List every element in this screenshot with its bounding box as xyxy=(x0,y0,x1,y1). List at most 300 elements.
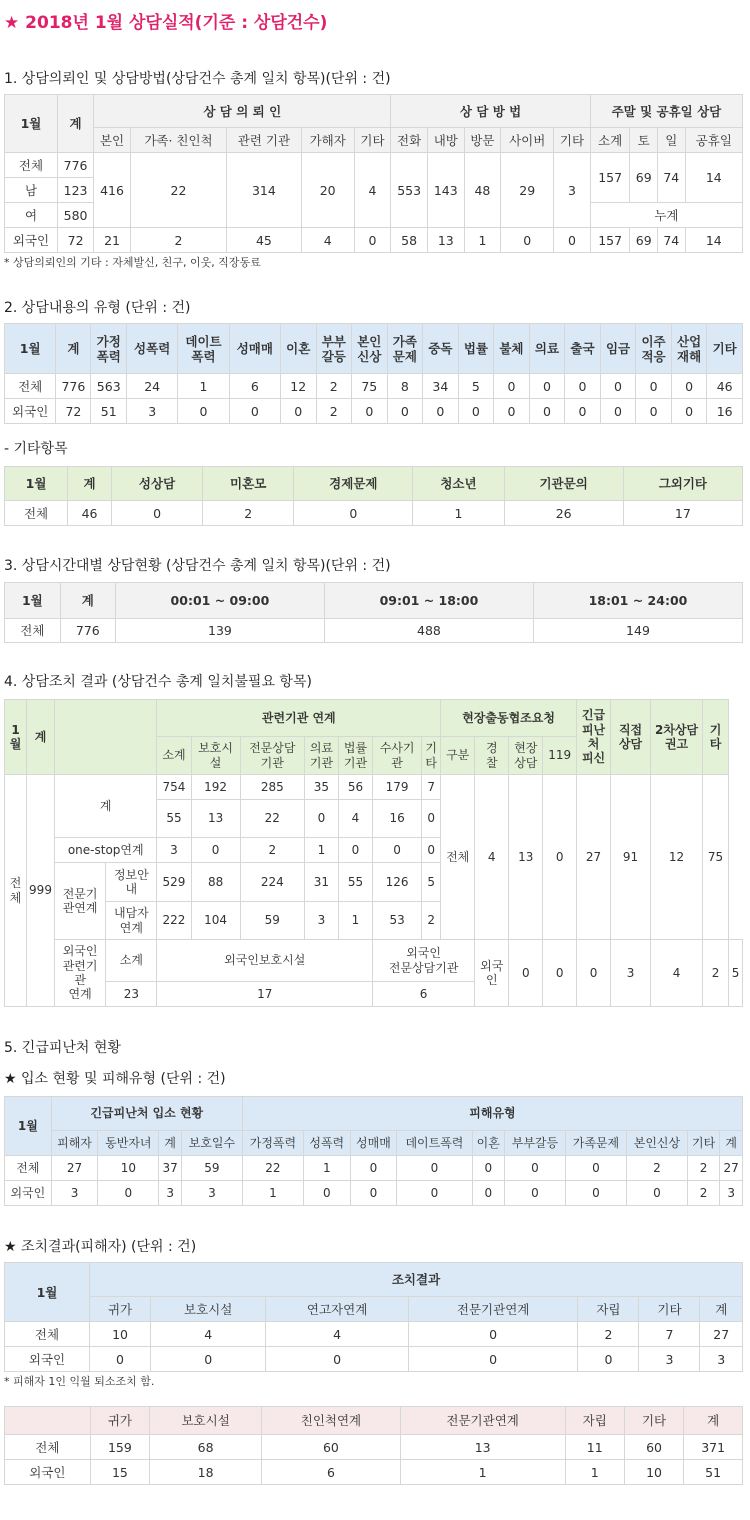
table-section5 xyxy=(4,1096,743,1206)
col-header: 가해자 xyxy=(301,128,354,153)
col-header: 보호시설 xyxy=(151,1297,266,1322)
col-header: 119 xyxy=(543,737,577,775)
cell: 2 xyxy=(687,1156,719,1181)
col-header: 일 xyxy=(658,128,686,153)
cell: 3 xyxy=(554,153,591,228)
hdr-site: 현장출동협조요청 xyxy=(441,700,577,737)
cell: 0 xyxy=(565,1181,626,1206)
col-header: 계 xyxy=(159,1131,182,1156)
col-header: 자립 xyxy=(578,1297,639,1322)
cell: 88 xyxy=(191,863,240,902)
col-header: 경 찰 xyxy=(475,737,509,775)
cell: 0 xyxy=(578,1347,639,1372)
hdr-method: 상 담 방 법 xyxy=(391,95,591,128)
hdr-month: 1월 xyxy=(5,95,58,153)
cell: 0 xyxy=(98,1181,159,1206)
cell: 222 xyxy=(157,902,191,940)
cell: 22 xyxy=(242,1156,303,1181)
cell: 314 xyxy=(227,153,302,228)
cell: 0 xyxy=(90,1347,151,1372)
col-header: 성폭력 xyxy=(303,1131,350,1156)
col-header: 이혼 xyxy=(280,324,316,374)
cell: 3 xyxy=(611,940,651,1007)
hdr-weekend: 주말 및 공휴일 상담 xyxy=(590,95,742,128)
cell: 21 xyxy=(94,228,131,253)
cell: 3 xyxy=(157,838,191,863)
cell: 18 xyxy=(150,1460,262,1485)
cell: 2 xyxy=(130,228,226,253)
col-header: 방문 xyxy=(464,128,501,153)
cell: 1 xyxy=(413,501,504,526)
table-section2 xyxy=(4,323,743,424)
hdr-blank xyxy=(55,700,157,775)
visit-label: 내담자 연계 xyxy=(106,902,157,940)
cell: 15 xyxy=(90,1460,149,1485)
subtotal-label: 소계 xyxy=(106,940,157,982)
cell: 2 xyxy=(240,838,304,863)
col-header: 출국 xyxy=(565,324,601,374)
cell: 0 xyxy=(266,1347,408,1372)
cell: 0 xyxy=(543,775,577,940)
hdr-direct: 직접 상담 xyxy=(611,700,651,775)
cell: 69 xyxy=(630,228,658,253)
cell: 371 xyxy=(684,1435,743,1460)
cell: 0 xyxy=(304,800,338,838)
col-header: 본인 xyxy=(94,128,131,153)
cell: 0 xyxy=(504,1181,565,1206)
col-header: 의료 기관 xyxy=(304,737,338,775)
cell: 224 xyxy=(240,863,304,902)
hdr-emergency: 긴급 피난 처 피신 xyxy=(577,700,611,775)
fo-shelter-label: 외국인보호시설 xyxy=(157,940,373,982)
col-header: 법률 기관 xyxy=(338,737,372,775)
cell: 75 xyxy=(703,775,729,940)
cell: 157 xyxy=(590,228,630,253)
cell: 0 xyxy=(472,1156,504,1181)
col-header: 1월 xyxy=(5,583,61,619)
cell: 24 xyxy=(127,374,178,399)
col-header: 임금 xyxy=(600,324,636,374)
col-header: 이혼 xyxy=(472,1131,504,1156)
cell: 외국인 xyxy=(5,1460,91,1485)
cell: 14 xyxy=(685,228,742,253)
cell: 68 xyxy=(150,1435,262,1460)
cell: 0 xyxy=(178,399,229,424)
cell: 45 xyxy=(227,228,302,253)
hdr-result: 조치결과 xyxy=(90,1263,743,1297)
col-header: 소계 xyxy=(157,737,191,775)
col-header: 전화 xyxy=(391,128,428,153)
cell: 2 xyxy=(422,902,441,940)
row-all: 전 체 xyxy=(5,775,27,1007)
hdr-second: 2차상담 권고 xyxy=(651,700,703,775)
col-header: 그외기타 xyxy=(623,467,742,501)
cell: 4 xyxy=(338,800,372,838)
onestop-label: one-stop연계 xyxy=(55,838,157,863)
cell: 23 xyxy=(106,982,157,1007)
cell: 3 xyxy=(181,1181,242,1206)
cell: 72 xyxy=(56,399,91,424)
cell: 전체 xyxy=(5,1156,52,1181)
cell: 1 xyxy=(242,1181,303,1206)
cell: 0 xyxy=(458,399,494,424)
section1-note: * 상담의뢰인의 기타 : 자체발신, 친구, 이웃, 직장동료 xyxy=(4,256,261,269)
col-header: 관련 기관 xyxy=(227,128,302,153)
cell: 55 xyxy=(338,863,372,902)
cell: 0 xyxy=(636,374,672,399)
cell: 0 xyxy=(494,399,530,424)
cell: 192 xyxy=(191,775,240,800)
cell: 488 xyxy=(324,619,533,643)
fo-counsel-label: 외국인 전문상담기관 xyxy=(373,940,475,982)
cell: 0 xyxy=(600,399,636,424)
cell: 0 xyxy=(422,838,441,863)
hdr-damage: 피해유형 xyxy=(242,1097,742,1131)
cumulative-label: 누계 xyxy=(590,203,742,228)
cell: 143 xyxy=(427,153,464,228)
section5-title: 5. 긴급피난처 현황 xyxy=(4,1040,121,1056)
section4-title: 4. 상담조치 결과 (상담건수 총계 일치불필요 항목) xyxy=(4,674,312,690)
etc-title: - 기타항목 xyxy=(4,441,68,457)
cell: 2 xyxy=(703,940,729,1007)
col-header: 피해자 xyxy=(51,1131,98,1156)
table-section1 xyxy=(4,94,743,253)
col-header: 수사기 관 xyxy=(373,737,422,775)
cell: 0 xyxy=(408,1322,578,1347)
col-header: 이주 적응 xyxy=(636,324,672,374)
cell: 0 xyxy=(671,399,707,424)
cell: 4 xyxy=(301,228,354,253)
cell: 3 xyxy=(159,1181,182,1206)
col-header: 전문상담 기관 xyxy=(240,737,304,775)
col-header: 데이트 폭력 xyxy=(178,324,229,374)
col-header: 소계 xyxy=(590,128,630,153)
cell: 3 xyxy=(639,1347,700,1372)
cell: 0 xyxy=(626,1181,687,1206)
cell: 0 xyxy=(543,940,577,1007)
cell: 48 xyxy=(464,153,501,228)
cell: 31 xyxy=(304,863,338,902)
col-header xyxy=(5,1407,91,1435)
cell: 0 xyxy=(423,399,459,424)
cell: 157 xyxy=(590,153,630,203)
cell: 59 xyxy=(240,902,304,940)
col-header: 1월 xyxy=(5,467,68,501)
cell: 529 xyxy=(157,863,191,902)
cell: 1 xyxy=(400,1460,565,1485)
col-header: 기 타 xyxy=(422,737,441,775)
cell: 104 xyxy=(191,902,240,940)
col-header: 내방 xyxy=(427,128,464,153)
cell: 51 xyxy=(684,1460,743,1485)
cell: 13 xyxy=(509,775,543,940)
cell: 0 xyxy=(303,1181,350,1206)
cell: 27 xyxy=(700,1322,743,1347)
cell: 6 xyxy=(229,374,280,399)
cell: 123 xyxy=(57,178,93,203)
cell: 1 xyxy=(565,1460,624,1485)
cell: 0 xyxy=(565,399,601,424)
table-section4 xyxy=(4,699,743,1007)
cell: 60 xyxy=(262,1435,401,1460)
cell: 전체 xyxy=(5,1435,91,1460)
site-label: 외국 인 xyxy=(475,940,509,1007)
cell: 3 xyxy=(304,902,338,940)
col-header: 전문기관연계 xyxy=(400,1407,565,1435)
col-header: 기타 xyxy=(639,1297,700,1322)
cell: 4 xyxy=(151,1322,266,1347)
cell: 0 xyxy=(636,399,672,424)
col-header: 불체 xyxy=(494,324,530,374)
cell: 3 xyxy=(720,1181,743,1206)
cell: 8 xyxy=(387,374,423,399)
cell: 0 xyxy=(229,399,280,424)
col-header: 귀가 xyxy=(90,1407,149,1435)
col-header: 자립 xyxy=(565,1407,624,1435)
hdr-etc: 기 타 xyxy=(703,700,729,775)
cell: 0 xyxy=(565,1156,626,1181)
section1-title: 1. 상담의뢰인 및 상담방법(상담건수 총계 일치 항목)(단위 : 건) xyxy=(4,71,391,87)
cell: 37 xyxy=(159,1156,182,1181)
cell: 1 xyxy=(464,228,501,253)
cell: 46 xyxy=(68,501,112,526)
col-header: 성상담 xyxy=(111,467,202,501)
col-header: 공휴일 xyxy=(685,128,742,153)
cell: 59 xyxy=(181,1156,242,1181)
col-header: 법률 xyxy=(458,324,494,374)
cell: 0 xyxy=(554,228,591,253)
cell: 22 xyxy=(130,153,226,228)
col-header: 가정폭력 xyxy=(242,1131,303,1156)
cell: 16 xyxy=(707,399,743,424)
cell: 35 xyxy=(304,775,338,800)
col-header: 미혼모 xyxy=(203,467,294,501)
cell: 26 xyxy=(504,501,623,526)
cell: 0 xyxy=(111,501,202,526)
cell: 전체 xyxy=(5,619,61,643)
cell: 전체 xyxy=(5,501,68,526)
col-header: 귀가 xyxy=(90,1297,151,1322)
hdr-month: 1 월 xyxy=(5,700,27,775)
section2-title: 2. 상담내용의 유형 (단위 : 건) xyxy=(4,300,191,316)
col-header: 보호일수 xyxy=(181,1131,242,1156)
col-header: 산업 재해 xyxy=(671,324,707,374)
col-header: 계 xyxy=(68,467,112,501)
all-total: 999 xyxy=(27,775,55,1007)
cell: 2 xyxy=(316,374,352,399)
cell: 0 xyxy=(529,374,565,399)
col-header: 기타 xyxy=(624,1407,683,1435)
cell: 0 xyxy=(397,1156,472,1181)
cell: 75 xyxy=(352,374,388,399)
cell: 754 xyxy=(157,775,191,800)
cell: 139 xyxy=(115,619,324,643)
cell: 0 xyxy=(408,1347,578,1372)
col-header: 가족 문제 xyxy=(387,324,423,374)
cell: 외국인 xyxy=(5,1181,52,1206)
cell: 20 xyxy=(301,153,354,228)
cell: 4 xyxy=(354,153,391,228)
col-header: 18:01 ~ 24:00 xyxy=(533,583,742,619)
cell: 2 xyxy=(203,501,294,526)
col-header: 09:01 ~ 18:00 xyxy=(324,583,533,619)
cell: 12 xyxy=(651,775,703,940)
hdr-month: 1월 xyxy=(5,1097,52,1156)
col-header: 부부갈등 xyxy=(504,1131,565,1156)
col-header: 계 xyxy=(720,1131,743,1156)
cell: 1 xyxy=(178,374,229,399)
cell: 0 xyxy=(294,501,413,526)
col-header: 구분 xyxy=(441,737,475,775)
col-header: 청소년 xyxy=(413,467,504,501)
col-header: 성폭력 xyxy=(127,324,178,374)
cell: 0 xyxy=(387,399,423,424)
col-header: 계 xyxy=(60,583,115,619)
col-header: 경제문제 xyxy=(294,467,413,501)
cell: 0 xyxy=(397,1181,472,1206)
cell: 0 xyxy=(565,374,601,399)
cell: 10 xyxy=(98,1156,159,1181)
row-label: 남 xyxy=(5,178,58,203)
col-header: 보호시설 xyxy=(150,1407,262,1435)
cell: 2 xyxy=(578,1322,639,1347)
col-header: 데이트폭력 xyxy=(397,1131,472,1156)
col-header: 중독 xyxy=(423,324,459,374)
cell: 3 xyxy=(700,1347,743,1372)
col-header: 기타 xyxy=(354,128,391,153)
cell: 0 xyxy=(354,228,391,253)
col-header: 동반자녀 xyxy=(98,1131,159,1156)
info-label: 정보안 내 xyxy=(106,863,157,902)
hdr-month: 1월 xyxy=(5,1263,90,1322)
row-label: 여 xyxy=(5,203,58,228)
cell: 72 xyxy=(57,228,93,253)
col-header: 계 xyxy=(700,1297,743,1322)
cell: 외국인 xyxy=(5,1347,90,1372)
col-header: 본인 신상 xyxy=(352,324,388,374)
col-header: 친인척연계 xyxy=(262,1407,401,1435)
col-header: 성매매 xyxy=(229,324,280,374)
cell: 46 xyxy=(707,374,743,399)
cell: 0 xyxy=(352,399,388,424)
section5-sub: ★ 입소 현황 및 피해유형 (단위 : 건) xyxy=(4,1071,226,1087)
section6-note: * 피해자 1인 익월 퇴소조치 함. xyxy=(4,1375,155,1388)
cell: 3 xyxy=(51,1181,98,1206)
cell: 12 xyxy=(280,374,316,399)
cell: 5 xyxy=(729,940,743,1007)
col-header: 전문기관연계 xyxy=(408,1297,578,1322)
cell: 56 xyxy=(338,775,372,800)
cell: 0 xyxy=(280,399,316,424)
col-header: 00:01 ~ 09:00 xyxy=(115,583,324,619)
cell: 7 xyxy=(639,1322,700,1347)
table-section3 xyxy=(4,582,743,643)
cell: 55 xyxy=(157,800,191,838)
cell: 416 xyxy=(94,153,131,228)
cell: 0 xyxy=(671,374,707,399)
col-header: 사이버 xyxy=(501,128,554,153)
col-header: 계 xyxy=(684,1407,743,1435)
cell: 2 xyxy=(626,1156,687,1181)
cell: 126 xyxy=(373,863,422,902)
table-section6 xyxy=(4,1262,743,1372)
col-header: 보호시 설 xyxy=(191,737,240,775)
table-etc xyxy=(4,466,743,526)
cell: 51 xyxy=(91,399,127,424)
col-header: 계 xyxy=(56,324,91,374)
cell: 2 xyxy=(687,1181,719,1206)
row-label: 전체 xyxy=(5,153,58,178)
cell: 74 xyxy=(658,153,686,203)
cell: 11 xyxy=(565,1435,624,1460)
cell: 14 xyxy=(685,153,742,203)
site-label: 전체 xyxy=(441,775,475,940)
col-header: 의료 xyxy=(529,324,565,374)
cell: 34 xyxy=(423,374,459,399)
cell: 776 xyxy=(56,374,91,399)
cell: 0 xyxy=(350,1181,397,1206)
cell: 1 xyxy=(304,838,338,863)
cell: 17 xyxy=(623,501,742,526)
cell: 563 xyxy=(91,374,127,399)
col-header: 본인신상 xyxy=(626,1131,687,1156)
col-header: 부부 갈등 xyxy=(316,324,352,374)
col-header: 가족문제 xyxy=(565,1131,626,1156)
cell: 285 xyxy=(240,775,304,800)
cell: 2 xyxy=(316,399,352,424)
cell: 4 xyxy=(651,940,703,1007)
cell: 0 xyxy=(577,940,611,1007)
col-header: 기타 xyxy=(707,324,743,374)
section3-title: 3. 상담시간대별 상담현황 (상담건수 총계 일치 항목)(단위 : 건) xyxy=(4,558,391,574)
cell: 6 xyxy=(262,1460,401,1485)
cell: 27 xyxy=(720,1156,743,1181)
cell: 776 xyxy=(60,619,115,643)
col-header: 기타 xyxy=(554,128,591,153)
hdr-related: 관련기관 연계 xyxy=(157,700,441,737)
cell: 10 xyxy=(624,1460,683,1485)
cell: 27 xyxy=(577,775,611,940)
cell: 10 xyxy=(90,1322,151,1347)
cell: 0 xyxy=(422,800,441,838)
cell: 3 xyxy=(127,399,178,424)
cell: 0 xyxy=(472,1181,504,1206)
cell: 0 xyxy=(191,838,240,863)
cell: 60 xyxy=(624,1435,683,1460)
hdr-shelter: 긴급피난처 입소 현황 xyxy=(51,1097,242,1131)
gye-label: 계 xyxy=(55,775,157,838)
col-header: 기관문의 xyxy=(504,467,623,501)
cell: 6 xyxy=(373,982,475,1007)
cell: 74 xyxy=(658,228,686,253)
cell: 13 xyxy=(191,800,240,838)
hdr-total: 계 xyxy=(27,700,55,775)
cell: 159 xyxy=(90,1435,149,1460)
cell: 전체 xyxy=(5,374,56,399)
col-header: 성매매 xyxy=(350,1131,397,1156)
cell: 91 xyxy=(611,775,651,940)
cell: 7 xyxy=(422,775,441,800)
col-header: 1월 xyxy=(5,324,56,374)
row-label: 외국인 xyxy=(5,228,58,253)
cell: 0 xyxy=(529,399,565,424)
cell: 58 xyxy=(391,228,428,253)
cell: 27 xyxy=(51,1156,98,1181)
cell: 0 xyxy=(501,228,554,253)
spec-label: 전문기 관연계 xyxy=(55,863,106,940)
cell: 16 xyxy=(373,800,422,838)
hdr-total: 계 xyxy=(57,95,93,153)
